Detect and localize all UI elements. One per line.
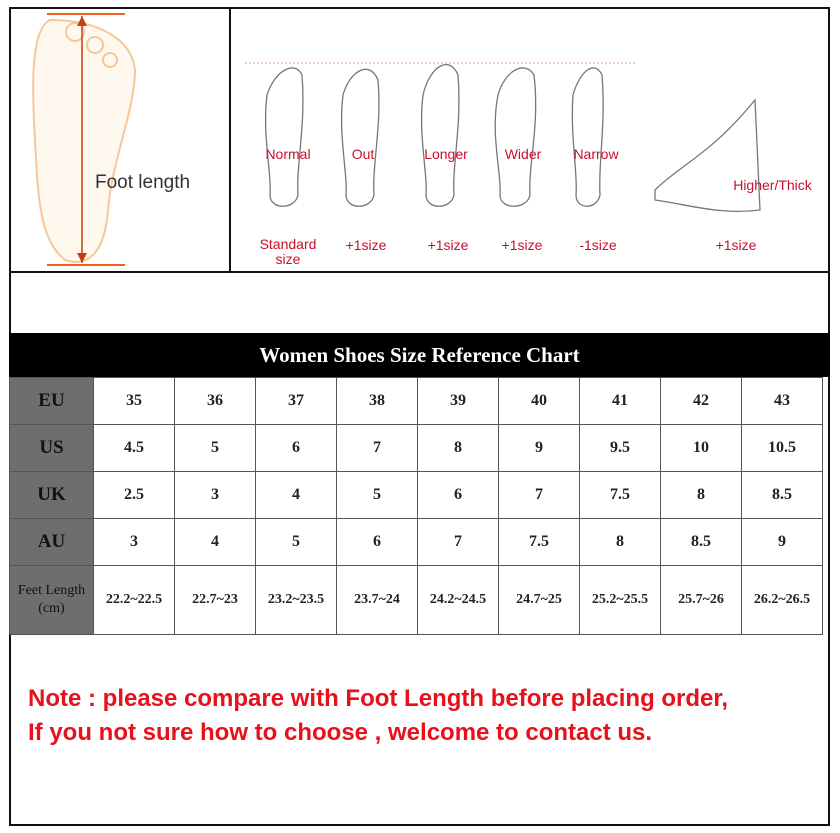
table-cell: 24.7~25 — [499, 566, 580, 635]
table-cell: 4 — [256, 472, 337, 519]
foot-type-narrow: Narrow — [573, 146, 619, 162]
table-row — [10, 378, 823, 425]
table-cell: 3 — [175, 472, 256, 519]
note-line-1: Note : please compare with Foot Length before placing order, — [28, 685, 729, 712]
table-cell: 40 — [499, 378, 580, 425]
table-cell: 25.2~25.5 — [580, 566, 661, 635]
table-cell: 7 — [499, 472, 580, 519]
table-cell: 7.5 — [499, 519, 580, 566]
foot-type-out: Out — [351, 146, 375, 162]
table-cell: 4 — [175, 519, 256, 566]
table-row — [10, 472, 823, 519]
table-cell: 7.5 — [580, 472, 661, 519]
table-cell: 36 — [175, 378, 256, 425]
row-header: US — [10, 425, 94, 472]
table-cell: 22.7~23 — [175, 566, 256, 635]
row-header: EU — [10, 378, 94, 425]
table-cell: 4.5 — [94, 425, 175, 472]
table-cell: 43 — [742, 378, 823, 425]
table-cell: 23.2~23.5 — [256, 566, 337, 635]
row-header: AU — [10, 519, 94, 566]
foot-length-illustration — [20, 10, 140, 270]
table-cell: 25.7~26 — [661, 566, 742, 635]
table-cell: 8.5 — [742, 472, 823, 519]
table-cell: 7 — [418, 519, 499, 566]
note-line-2: If you not sure how to choose , welcome to contact us. — [28, 719, 653, 746]
table-row — [10, 519, 823, 566]
table-cell: 22.2~22.5 — [94, 566, 175, 635]
table-cell: 9.5 — [580, 425, 661, 472]
foot-type-normal: Normal — [265, 146, 311, 162]
table-cell: 10.5 — [742, 425, 823, 472]
row-header: Feet Length (cm) — [10, 566, 94, 635]
table-cell: 23.7~24 — [337, 566, 418, 635]
table-cell: 6 — [256, 425, 337, 472]
table-cell: 6 — [337, 519, 418, 566]
table-cell: 41 — [580, 378, 661, 425]
table-cell: 8.5 — [661, 519, 742, 566]
advice-higher-thick: +1size — [715, 237, 757, 253]
table-cell: 8 — [661, 472, 742, 519]
table-cell: 26.2~26.5 — [742, 566, 823, 635]
table-row — [10, 425, 823, 472]
foot-type-longer: Longer — [424, 146, 468, 162]
table-cell: 42 — [661, 378, 742, 425]
table-cell: 3 — [94, 519, 175, 566]
table-cell: 10 — [661, 425, 742, 472]
advice-longer: +1size — [427, 237, 469, 253]
table-cell: 8 — [418, 425, 499, 472]
table-cell: 9 — [742, 519, 823, 566]
row-header: UK — [10, 472, 94, 519]
panel-divider — [229, 7, 231, 273]
table-cell: 9 — [499, 425, 580, 472]
table-cell: 7 — [337, 425, 418, 472]
size-table — [9, 377, 823, 635]
table-cell: 39 — [418, 378, 499, 425]
table-cell: 35 — [94, 378, 175, 425]
table-cell: 5 — [256, 519, 337, 566]
table-cell: 2.5 — [94, 472, 175, 519]
advice-narrow: -1size — [579, 237, 617, 253]
advice-out: +1size — [345, 237, 387, 253]
table-cell: 38 — [337, 378, 418, 425]
table-cell: 37 — [256, 378, 337, 425]
table-row — [10, 566, 823, 635]
advice-wider: +1size — [501, 237, 543, 253]
table-title: Women Shoes Size Reference Chart — [9, 333, 830, 377]
foot-types-illustration — [240, 55, 820, 225]
table-cell: 24.2~24.5 — [418, 566, 499, 635]
foot-type-wider: Wider — [504, 146, 542, 162]
foot-length-label: Foot length — [95, 172, 191, 193]
foot-type-higher-thick: Higher/Thick — [733, 177, 812, 193]
table-cell: 5 — [175, 425, 256, 472]
advice-normal: Standard size — [259, 236, 317, 267]
table-cell: 5 — [337, 472, 418, 519]
table-cell: 8 — [580, 519, 661, 566]
table-cell: 6 — [418, 472, 499, 519]
